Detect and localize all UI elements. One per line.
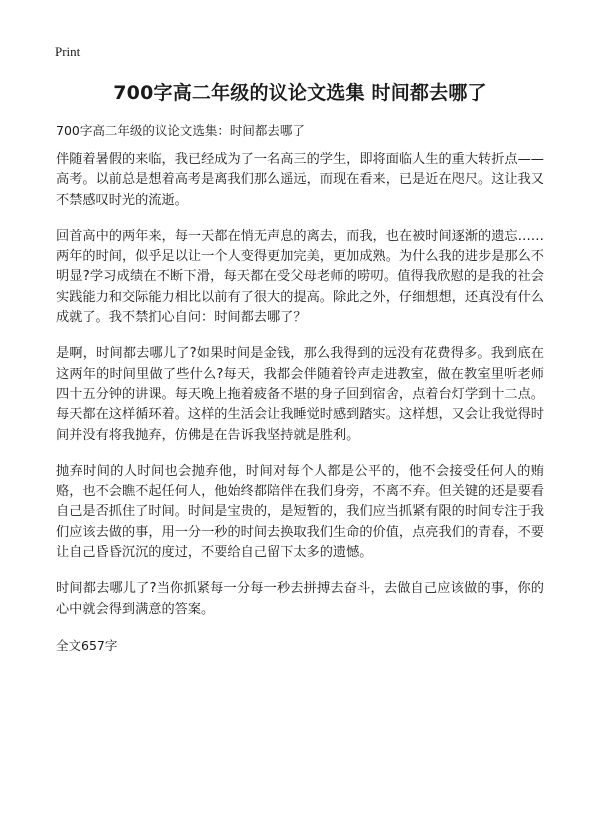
- paragraph-3: 是啊，时间都去哪儿了?如果时间是金钱，那么我得到的远没有花费得多。我到底在这两年的时间里做了些什么?每天，我都会伴随着铃声走进教室，做在教室里听老师四十五分钟的讲课。每天晚上拖着疲备不堪的身子回到宿舍，点着台灯学到十二点。每天都在这样循环着。这样的生活会让我睡觉时感到踏实。这样想，又会让我觉得时间并没有将我抛弃，仿佛是在告诉我坚持就是胜利。: [56, 346, 544, 443]
- word-count: 全文657字: [56, 637, 118, 653]
- paragraph-4: 抛弃时间的人时间也会抛弃他，时间对每个人都是公平的，他不会接受任何人的贿赂，也不会瞧不起任何人，他始终都陪伴在我们身旁，不离不弃。但关键的还是要看自己是否抓住了时间。时间是宝贵的，是短暂的，我们应当抓紧有限的时间专注于我们应该去做的事，用一分一秒的时间去换取我们生命的价值，点亮我们的青春，不要让自己昏昏沉沉的度过，不要给自己留下太多的遗憾。: [56, 463, 544, 561]
- article-body: [56, 150, 544, 654]
- article-subtitle: 700字高二年级的议论文选集：时间都去哪了: [56, 123, 305, 138]
- print-link[interactable]: Print: [55, 44, 81, 59]
- paragraph-5: 时间都去哪儿了?当你抓紧每一分每一秒去拼搏去奋斗，去做自己应该做的事，你的心中就会得到满意的答案。: [56, 581, 544, 617]
- paragraph-1: 伴随着暑假的来临，我已经成为了一名高三的学生，即将面临人生的重大转折点——高考。以前总是想着高考是离我们那么遥远，而现在看来，已是近在咫尺。这让我又不禁感叹时光的流逝。: [56, 152, 544, 208]
- page-title: 700字高二年级的议论文选集 时间都去哪了: [113, 82, 487, 104]
- paragraph-2: 回首高中的两年来，每一天都在悄无声息的离去，而我，也在被时间逐渐的遗忘……两年的时间，似乎足以让一个人变得更加完美，更加成熟。为什么我的进步是那么不明显?学习成绩在不断下滑，每天都在受父母老师的唠叨。值得我欣慰的是我的社会实践能力和交际能力相比以前有了很大的提高。除此之外，仔细想想，还真没有什么成就了。我不禁扪心自问：时间都去哪了？: [56, 228, 544, 326]
